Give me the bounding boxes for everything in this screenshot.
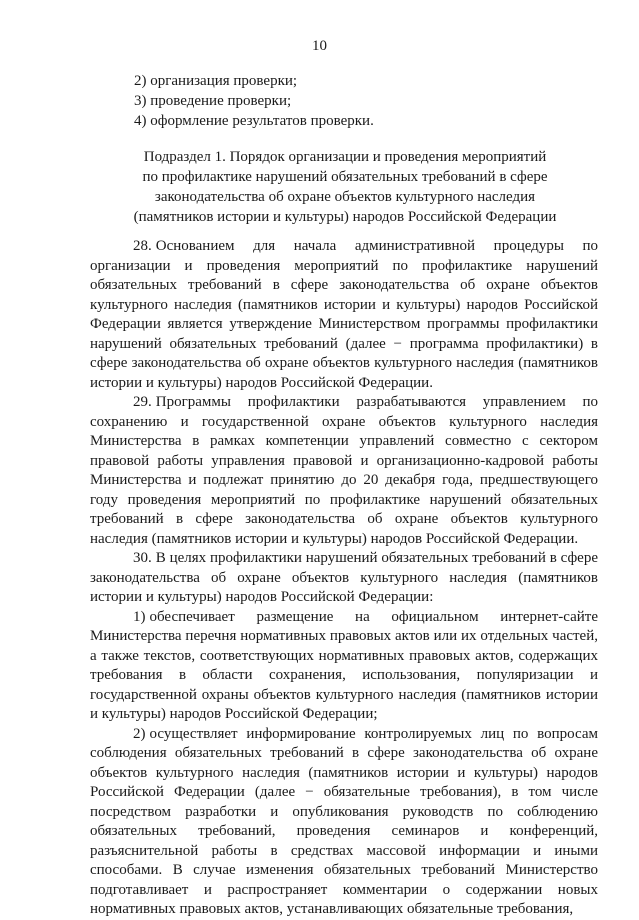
subparagraph-2 (90, 725, 598, 920)
paragraph-29 (90, 393, 598, 549)
subsection-title-line: (памятников истории и культуры) народов Российской Федерации (133, 209, 557, 225)
paragraph-30 (90, 549, 598, 608)
paragraph-number: 1) (133, 608, 146, 625)
list-item: 4) оформление результатов проверки. (134, 113, 374, 129)
paragraph-28 (90, 237, 598, 393)
page-number: 10 (312, 38, 327, 54)
list-item: 3) проведение проверки; (134, 93, 292, 109)
paragraph-number: 2) (133, 725, 146, 742)
paragraph-number: 28. (133, 238, 152, 254)
procedure-list (134, 71, 374, 131)
paragraph-text: Программы профилактики разрабатываются управлением по сохранению и государственной охране объектов культурного наследия Министерства в рамках компетенции управлений совместно с сектором правовой работы управления правовой и организационно-кадровой работы Министерства и подлежат принятию до 20 декабря года, предшествующего году проведения мероприятий по профилактике нарушений обязательных требований в сфере законодательства об охране объектов культурного наследия (памятников истории и культуры) народов Российской Федерации. (90, 394, 598, 547)
subsection-title (90, 147, 600, 227)
paragraph-text: осуществляет информирование контролируемых лиц по вопросам соблюдения обязательных требований в сфере законодательства об охране объектов культурного наследия (памятников истории и культуры) народов Российской Федерации (далее − обязательные требования), в том числе посредством разработки и опубликования руководств по соблюдению обязательных требований, проведения семинаров и конференций, разъяснительной работы в средствах массовой информации и иными способами. В случае изменения обязательных требований Министерство подготавливает и распространяет комментарии о содержании новых нормативных правовых актов, устанавливающих обязательные требования, (90, 725, 598, 917)
paragraph-text: обеспечивает размещение на официальном интернет-сайте Министерства перечня нормативных правовых актов или их отдельных частей, а также текстов, соответствующих нормативных правовых актов, содержащих требования в области сохранения, использования, популяризации и государственной охраны объектов культурного наследия (памятников истории и культуры) народов Российской Федерации; (90, 608, 598, 722)
list-item: 2) организация проверки; (134, 73, 298, 89)
subsection-title-line: Подраздел 1. Порядок организации и проведения мероприятий (143, 149, 547, 165)
paragraph-number: 30. (133, 550, 152, 566)
paragraph-text: В целях профилактики нарушений обязательных требований в сфере законодательства об охране объектов культурного наследия (памятников истории и культуры) народов Российской Федерации: (90, 550, 598, 605)
document-body (90, 237, 598, 920)
subsection-title-line: законодательства об охране объектов культурного наследия (154, 189, 536, 205)
paragraph-text: Основанием для начала административной процедуры по организации и проведения мероприятий по профилактике нарушений обязательных требований в сфере законодательства об охране объектов культурного наследия (памятников истории и культуры) народов Российской Федерации является утверждение Министерством программы профилактики нарушений обязательных требований (далее − программа профилактики) в сфере законодательства об охране объектов культурного наследия (памятников истории и культуры) народов Российской Федерации. (90, 238, 598, 391)
subsection-title-line: по профилактике нарушений обязательных требований в сфере (142, 169, 548, 185)
subparagraph-1 (90, 608, 598, 725)
paragraph-number: 29. (133, 394, 152, 410)
